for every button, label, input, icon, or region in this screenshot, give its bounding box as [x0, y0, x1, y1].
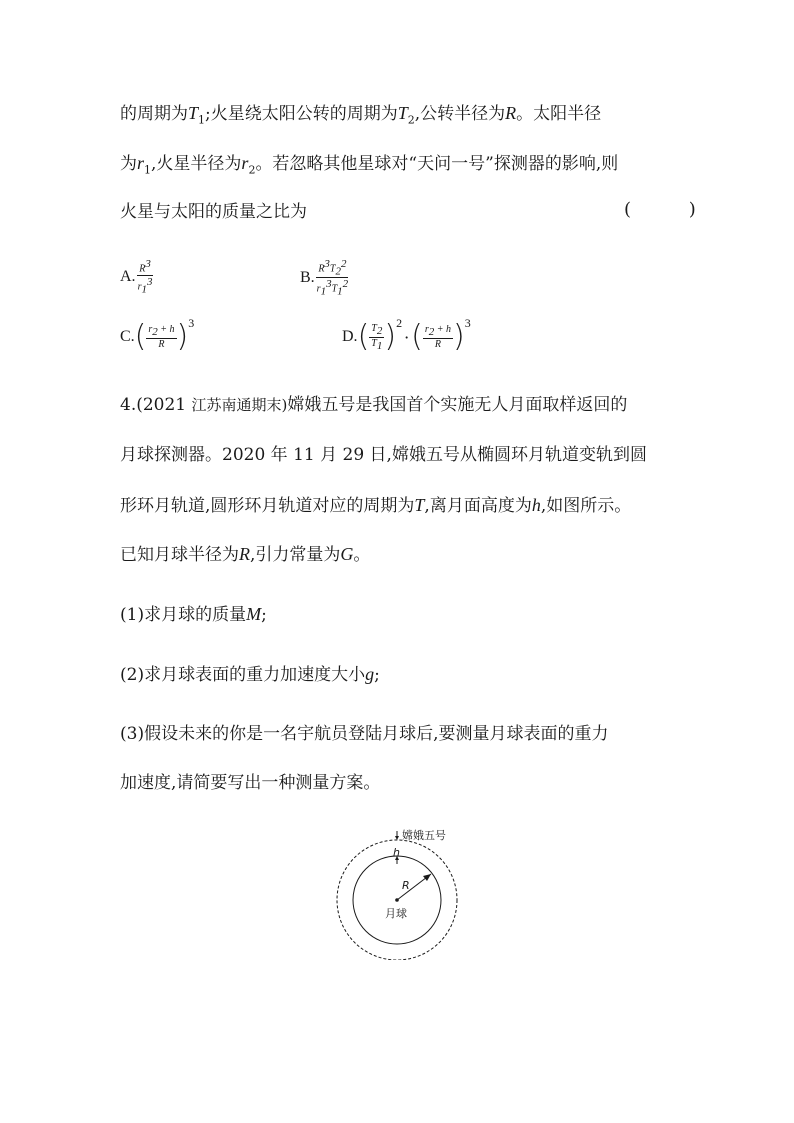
option-c-label: C. — [120, 328, 135, 345]
orbit-figure — [330, 825, 480, 960]
option-a-formula: $\frac{R^3}{r_1^3}$ — [137, 258, 153, 296]
q4-text: ,如图所示。 — [540, 496, 632, 516]
q3-text: 。太阳半径 — [516, 104, 602, 124]
q3-text: 。若忽略其他星球对“天问一号”探测器的影响,则 — [255, 154, 619, 174]
q4-sub-3-line-2: 加速度,请简要写出一种测量方案。 — [120, 773, 381, 793]
option-d-formula-1: $\frac{T_2}{T_1}$ — [371, 322, 383, 352]
radius-arrow — [423, 874, 431, 881]
option-a-label: A. — [120, 267, 136, 285]
moon-label: 月球 — [385, 907, 407, 920]
q3-text: ;火星绕太阳公转的周期为 — [205, 104, 398, 124]
q4-text: 。 — [353, 545, 371, 565]
option-a[interactable] — [120, 258, 154, 296]
q3-text: ,火星半径为 — [151, 154, 242, 174]
q3-line-2: 为$r_1$,火星半径为$r_2$。若忽略其他星球对“天问一号”探测器的影响,则 — [120, 153, 619, 177]
q4-sub-3-line-1: (3)假设未来的你是一名宇航员登陆月球后,要测量月球表面的重力 — [120, 724, 609, 744]
q4-text: 嫦娥五号是我国首个实施无人月面取样返回的 — [287, 395, 628, 415]
q4-text: 形环月轨道,圆形环月轨道对应的周期为 — [120, 496, 415, 516]
q4-text: ,离月面高度为 — [424, 496, 532, 516]
q4-text: ; — [261, 605, 267, 625]
q3-text: ,公转半径为 — [414, 104, 506, 124]
option-d[interactable]: D. ( $\frac{T_2}{T_1}$ ) 2 · ( $\frac{r_2 + h}{R}$ ) 3 — [342, 315, 471, 354]
q4-text: 已知月球半径为 — [120, 545, 239, 565]
option-d-label: D. — [342, 328, 358, 345]
radius-label: R — [402, 879, 410, 892]
option-c-formula: $\frac{r_2 + h}{R}$ — [148, 323, 175, 350]
answer-blank: ( ) — [624, 199, 722, 220]
q4-text: (2)求月球表面的重力加速度大小 — [120, 665, 366, 685]
q4-sub-1: (1)求月球的质量M; — [120, 604, 267, 625]
q4-number: 4.(2021 — [120, 395, 187, 415]
q3-line-3: 火星与太阳的质量之比为 — [120, 202, 307, 222]
q4-line-3: 形环月轨道,圆形环月轨道对应的周期为T,离月面高度为h,如图所示。 — [120, 495, 632, 516]
q4-line-1 — [120, 393, 627, 417]
q4-text: (1)求月球的质量 — [120, 605, 247, 625]
option-c[interactable]: C. ( $\frac{r_2 + h}{R}$ ) 3 — [120, 315, 195, 354]
q4-source: 江苏南通期末) — [191, 396, 288, 414]
q3-line-1: 的周期为$T_1$;火星绕太阳公转的周期为$T_2$,公转半径为R。太阳半径 — [120, 103, 602, 127]
option-b-formula: $\frac{R^3T_2^2}{r_1^3T_1^2}$ — [316, 258, 349, 298]
h-label: h — [393, 846, 400, 859]
q4-sub-2: (2)求月球表面的重力加速度大小g; — [120, 664, 380, 685]
q3-text: 的周期为 — [120, 104, 188, 124]
option-d-formula-2: $\frac{r_2 + h}{R}$ — [424, 323, 452, 350]
q4-text: ; — [374, 665, 380, 685]
q4-text: ,引力常量为 — [250, 545, 341, 565]
probe-label: 嫦娥五号 — [402, 829, 446, 842]
q3-text: 为 — [120, 154, 137, 174]
q4-line-4: 已知月球半径为R,引力常量为G。 — [120, 544, 371, 565]
option-b-label: B. — [300, 268, 315, 286]
q4-line-2: 月球探测器。2020 年 11 月 29 日,嫦娥五号从椭圆环月轨道变轨到圆 — [120, 445, 647, 465]
option-b[interactable] — [300, 258, 350, 298]
